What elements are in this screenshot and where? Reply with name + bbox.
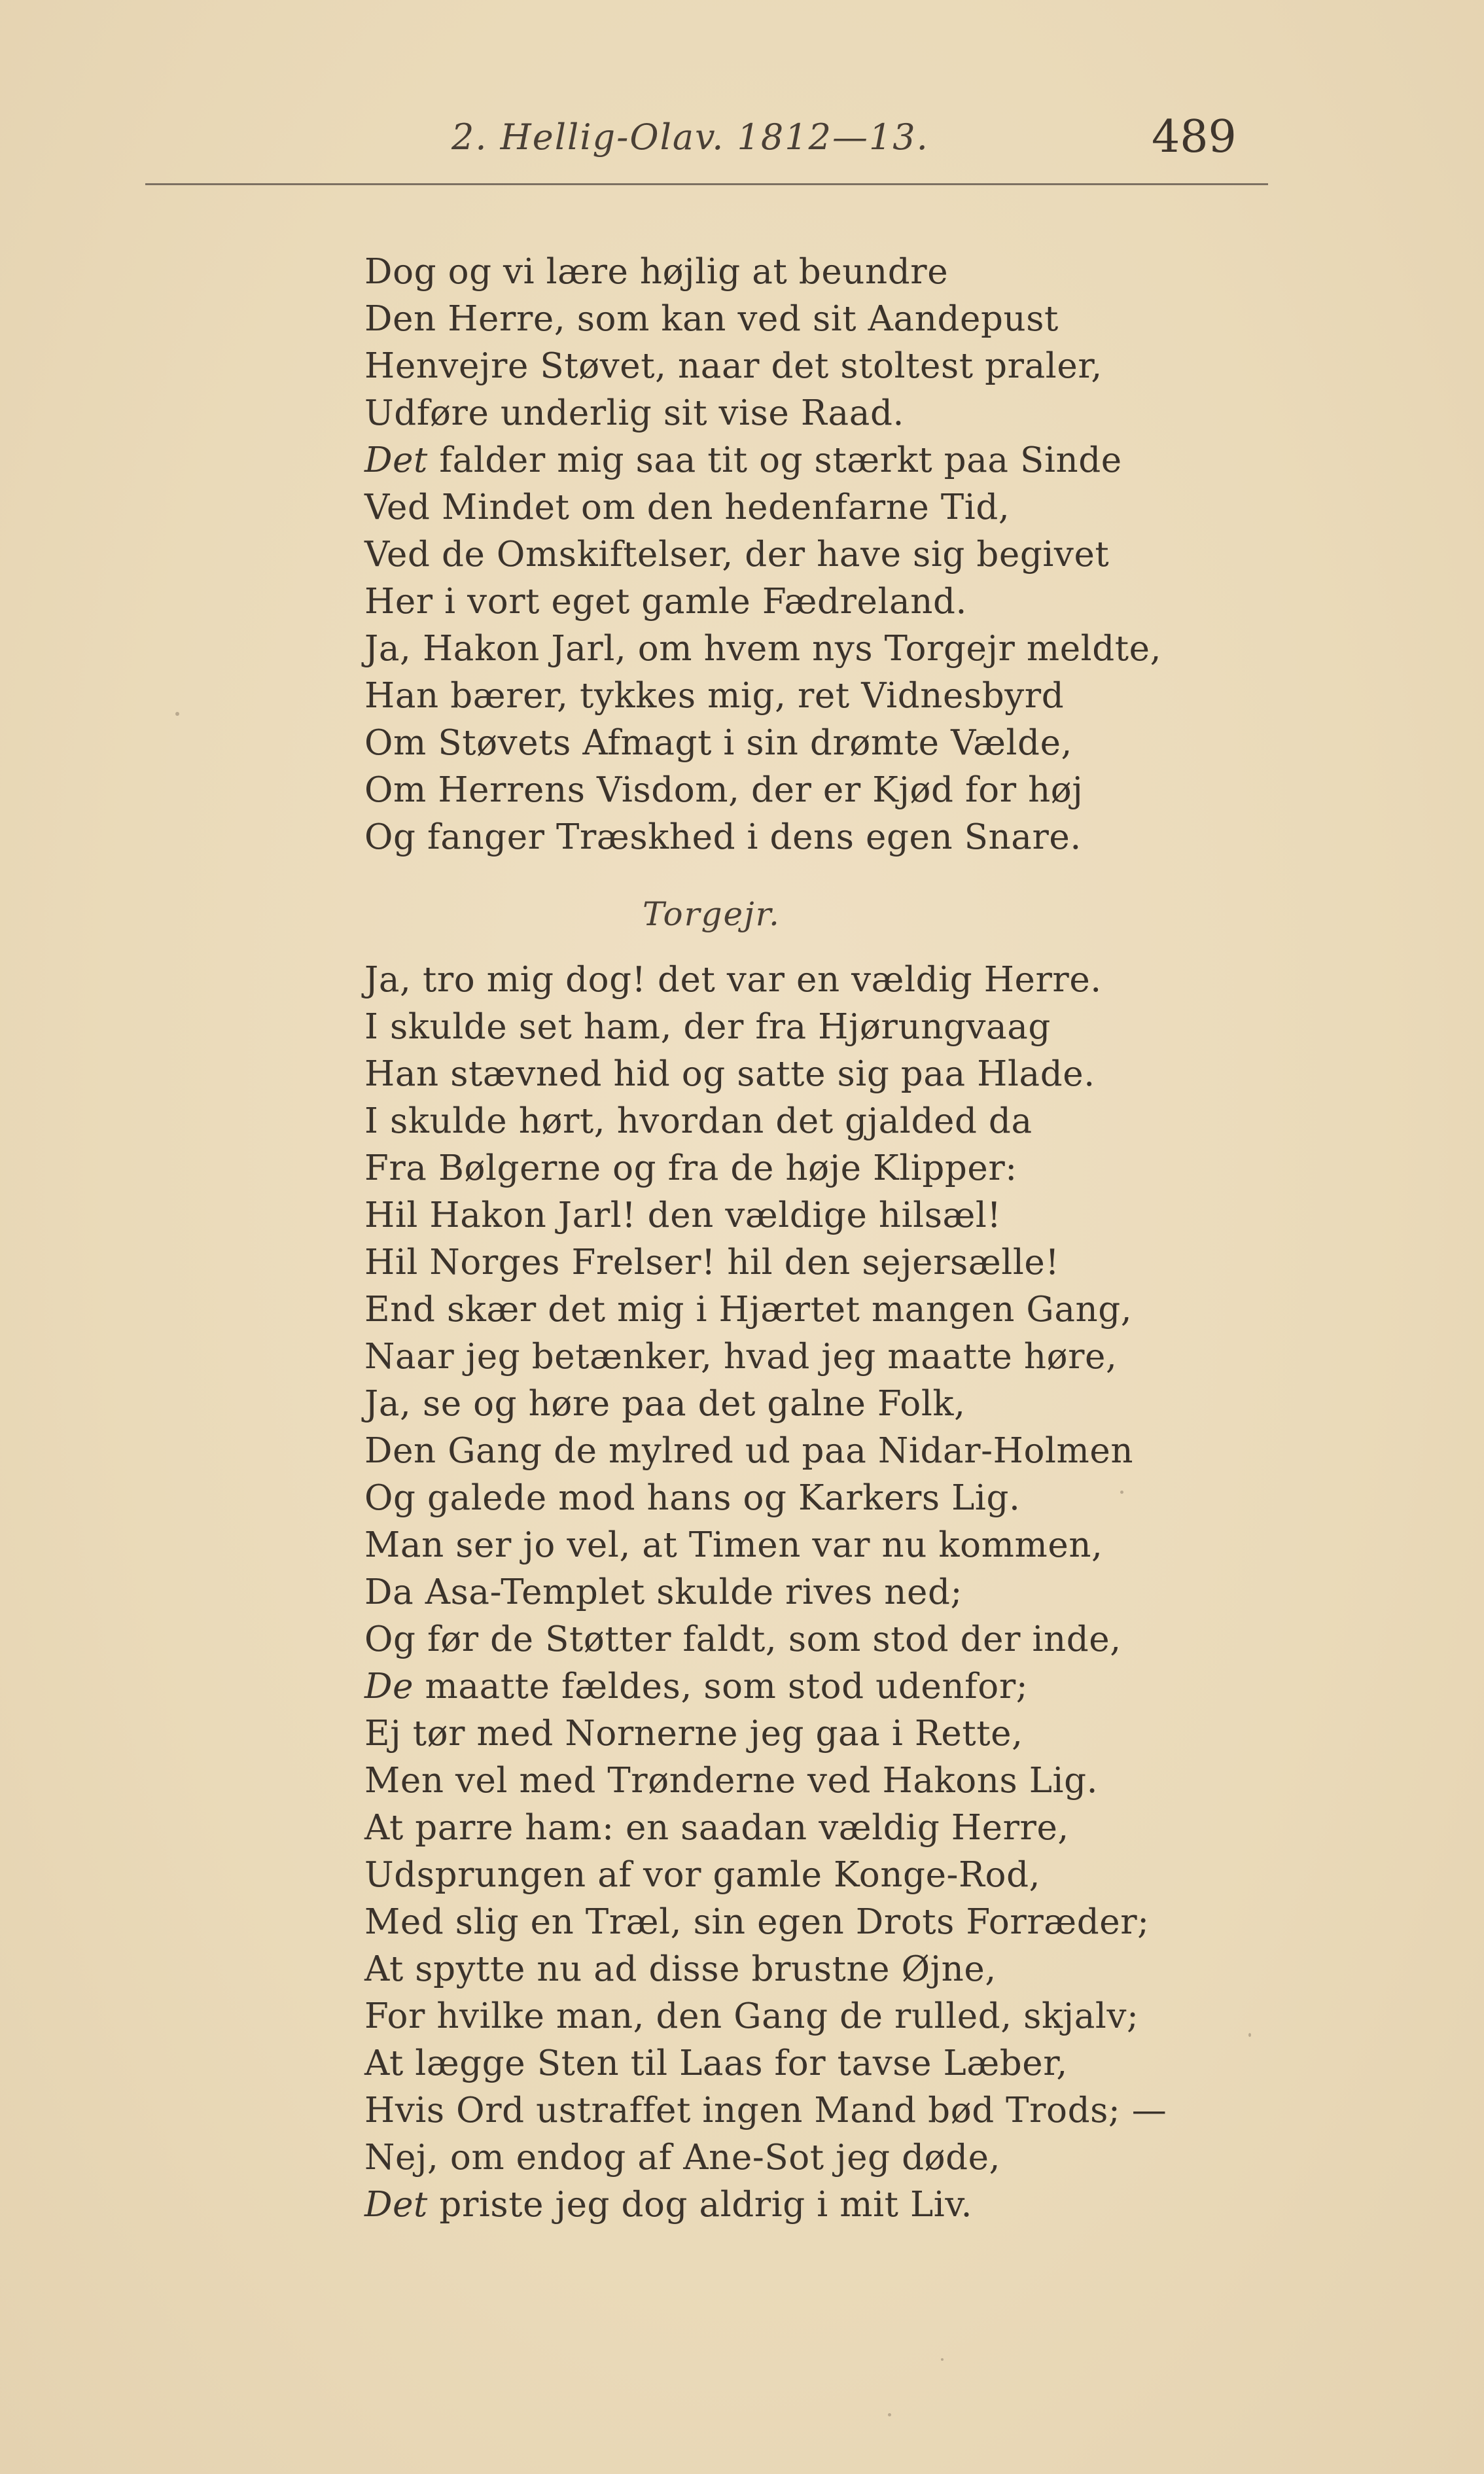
verse-line (364, 531, 1161, 578)
verse-line-text: Henvejre Støvet, naar det stoltest praler, (364, 346, 1103, 386)
verse-line (364, 437, 1161, 484)
verse-line-text: Ja, se og høre paa det galne Folk, (364, 1384, 966, 1424)
verse-line (364, 767, 1161, 814)
verse-line-text: Og fanger Træskhed i dens egen Snare. (364, 817, 1082, 857)
verse-line-text: Men vel med Trønderne ved Hakons Lig. (364, 1761, 1099, 1801)
paper-speck (1248, 2033, 1251, 2037)
verse-line (364, 390, 1161, 437)
verse-line-text: Man ser jo vel, at Timen var nu kommen, (364, 1525, 1103, 1565)
verse-line-text: Hil Hakon Jarl! den vældige hilsæl! (364, 1195, 1002, 1235)
verse-line-emphasis: Det (364, 440, 428, 480)
verse-line (364, 1239, 1167, 1286)
verse-line-text: Nej, om endog af Ane-Sot jeg døde, (364, 2138, 1001, 2178)
verse-line (364, 296, 1161, 343)
verse-line-text: Om Herrens Visdom, der er Kjød for høj (364, 770, 1084, 810)
verse-line-text: Fra Bølgerne og fra de høje Klipper: (364, 1148, 1017, 1188)
verse-line (364, 673, 1161, 720)
verse-line (364, 1475, 1167, 1522)
paper-speck (175, 712, 179, 716)
verse-line-text: Ved de Omskiftelser, der have sig begivet (364, 535, 1110, 574)
verse-line (364, 1334, 1167, 1381)
verse-line-text: Den Gang de mylred ud paa Nidar-Holmen (364, 1431, 1134, 1471)
verse-line (364, 1145, 1167, 1192)
verse-line (364, 1569, 1167, 1616)
verse-line (364, 1805, 1167, 1852)
verse-line (364, 1004, 1167, 1051)
verse-line (364, 1192, 1167, 1239)
verse-line-text: Hil Norges Frelser! hil den sejersælle! (364, 1243, 1060, 1282)
verse-line-text: For hvilke man, den Gang de rulled, skjalv; (364, 1996, 1139, 2036)
verse-line-text: At spytte nu ad disse brustne Øjne, (364, 1949, 997, 1989)
running-head: 2. Hellig-Olav. 1812—13. (451, 116, 929, 158)
verse-line (364, 1899, 1167, 1946)
verse-line (364, 626, 1161, 673)
verse-line-text: Udsprungen af vor gamle Konge-Rod, (364, 1855, 1041, 1895)
verse-line (364, 814, 1161, 861)
verse-line (364, 1852, 1167, 1899)
verse-line-text: priste jeg dog aldrig i mit Liv. (427, 2185, 973, 2225)
verse-line-text: Med slig en Træl, sin egen Drots Forræder; (364, 1902, 1150, 1942)
verse-line (364, 343, 1161, 390)
verse-line-text: Ej tør med Nornerne jeg gaa i Rette, (364, 1714, 1023, 1754)
verse-line-text: Naar jeg betænker, hvad jeg maatte høre, (364, 1337, 1118, 1377)
verse-line-text: Og galede mod hans og Karkers Lig. (364, 1478, 1021, 1518)
verse-line (364, 2087, 1167, 2134)
header-rule (145, 183, 1268, 185)
speaker-name: Torgejr. (643, 895, 781, 933)
paper-speck (1120, 1491, 1123, 1494)
page-header (0, 111, 1484, 170)
verse-line (364, 1946, 1167, 1993)
verse-line (364, 1616, 1167, 1663)
verse-line-text: At parre ham: en saadan vældig Herre, (364, 1808, 1069, 1848)
verse-line (364, 1710, 1167, 1758)
verse-line-text: Og før de Støtter faldt, som stod der inde, (364, 1619, 1122, 1659)
page-number: 489 (1152, 111, 1237, 163)
verse-line (364, 2182, 1167, 2229)
verse-line-text: Da Asa-Templet skulde rives ned; (364, 1572, 963, 1612)
verse-line (364, 484, 1161, 531)
paper-speck (888, 2413, 891, 2416)
verse-line-text: I skulde hørt, hvordan det gjalded da (364, 1101, 1033, 1141)
verse-line (364, 2134, 1167, 2182)
paper-speck (941, 2358, 944, 2361)
verse-line-text: Ved Mindet om den hedenfarne Tid, (364, 487, 1010, 527)
verse-line (364, 1286, 1167, 1334)
verse-line (364, 1758, 1167, 1805)
verse-line (364, 1993, 1167, 2040)
verse-stanza-2 (364, 957, 1167, 2229)
verse-line-text: Ja, Hakon Jarl, om hvem nys Torgejr meldte, (364, 629, 1162, 669)
verse-line-text: Om Støvets Afmagt i sin drømte Vælde, (364, 723, 1072, 763)
verse-line-text: Her i vort eget gamle Fædreland. (364, 582, 967, 622)
verse-line-emphasis: De (364, 1667, 414, 1706)
verse-line (364, 1428, 1167, 1475)
verse-line (364, 1663, 1167, 1710)
verse-line-text: falder mig saa tit og stærkt paa Sinde (427, 440, 1122, 480)
verse-line-text: Han bærer, tykkes mig, ret Vidnesbyrd (364, 676, 1065, 716)
verse-line (364, 1381, 1167, 1428)
verse-line-text: Han stævned hid og satte sig paa Hlade. (364, 1054, 1095, 1094)
verse-line-emphasis: Det (364, 2185, 428, 2225)
verse-line (364, 1051, 1167, 1098)
verse-line (364, 1522, 1167, 1569)
verse-line-text: I skulde set ham, der fra Hjørungvaag (364, 1007, 1051, 1047)
verse-line-text: Dog og vi lære højlig at beundre (364, 252, 949, 292)
verse-line (364, 249, 1161, 296)
verse-line-text: Den Herre, som kan ved sit Aandepust (364, 299, 1059, 339)
verse-line-text: maatte fældes, som stod udenfor; (414, 1667, 1029, 1706)
verse-line-text: End skær det mig i Hjærtet mangen Gang, (364, 1290, 1133, 1330)
verse-line (364, 720, 1161, 767)
verse-line-text: Udføre underlig sit vise Raad. (364, 393, 904, 433)
verse-line (364, 2040, 1167, 2087)
verse-line (364, 957, 1167, 1004)
verse-line (364, 1098, 1167, 1145)
verse-line-text: At lægge Sten til Laas for tavse Læber, (364, 2043, 1068, 2083)
verse-stanza-1 (364, 249, 1161, 861)
verse-line-text: Ja, tro mig dog! det var en vældig Herre. (364, 960, 1102, 1000)
verse-line-text: Hvis Ord ustraffet ingen Mand bød Trods; — (364, 2091, 1167, 2130)
verse-line (364, 578, 1161, 626)
